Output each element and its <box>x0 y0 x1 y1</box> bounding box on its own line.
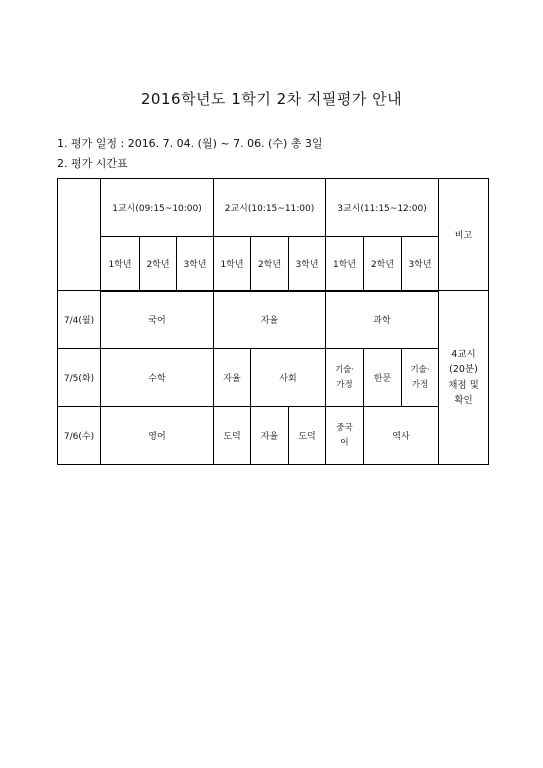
subject-cell <box>326 349 364 407</box>
grade-header: 2학년 <box>251 237 289 291</box>
subject-cell <box>402 349 439 407</box>
grade-header: 1학년 <box>326 237 364 291</box>
grade-header: 3학년 <box>289 237 326 291</box>
subject-text: 중국어 <box>336 423 353 448</box>
subject-cell: 도덕 <box>289 407 326 465</box>
remarks-note-text: 4교시 (20분) 채점 및 확인 <box>448 349 479 406</box>
subject-cell: 자율 <box>214 349 251 407</box>
subject-cell: 한문 <box>364 349 402 407</box>
subject-cell: 영어 <box>101 407 214 465</box>
date-cell: 7/5(화) <box>58 349 101 407</box>
grade-header: 2학년 <box>364 237 402 291</box>
period-header-3: 3교시(11:15~12:00) <box>326 179 439 237</box>
corner-cell <box>58 179 101 291</box>
date-cell: 7/4(월) <box>58 291 101 349</box>
remarks-note <box>439 291 489 465</box>
remarks-header: 비고 <box>439 179 489 291</box>
date-cell: 7/6(수) <box>58 407 101 465</box>
subject-cell: 사회 <box>251 349 326 407</box>
grade-header: 3학년 <box>402 237 439 291</box>
grade-header: 3학년 <box>177 237 214 291</box>
subject-text: 기술·가정 <box>410 365 430 390</box>
grade-header: 1학년 <box>101 237 140 291</box>
subject-cell: 역사 <box>364 407 439 465</box>
subject-cell: 수학 <box>101 349 214 407</box>
page-title: 2016학년도 1학기 2차 지필평가 안내 <box>140 90 403 108</box>
grade-header: 1학년 <box>214 237 251 291</box>
period-header-2: 2교시(10:15~11:00) <box>214 179 326 237</box>
subject-text: 기술·가정 <box>334 365 355 390</box>
subject-cell: 국어 <box>101 291 214 349</box>
subject-cell: 도덕 <box>214 407 251 465</box>
subject-cell: 자율 <box>251 407 289 465</box>
grade-header: 2학년 <box>140 237 177 291</box>
subject-cell: 과학 <box>326 291 439 349</box>
subject-cell: 자율 <box>214 291 326 349</box>
exam-timetable <box>57 178 489 465</box>
timetable-heading: 2. 평가 시간표 <box>57 157 128 170</box>
subject-cell <box>326 407 364 465</box>
period-header-1: 1교시(09:15~10:00) <box>101 179 214 237</box>
schedule-period-line: 1. 평가 일정 : 2016. 7. 04. (월) ~ 7. 06. (수) 총 3일 <box>57 137 323 150</box>
